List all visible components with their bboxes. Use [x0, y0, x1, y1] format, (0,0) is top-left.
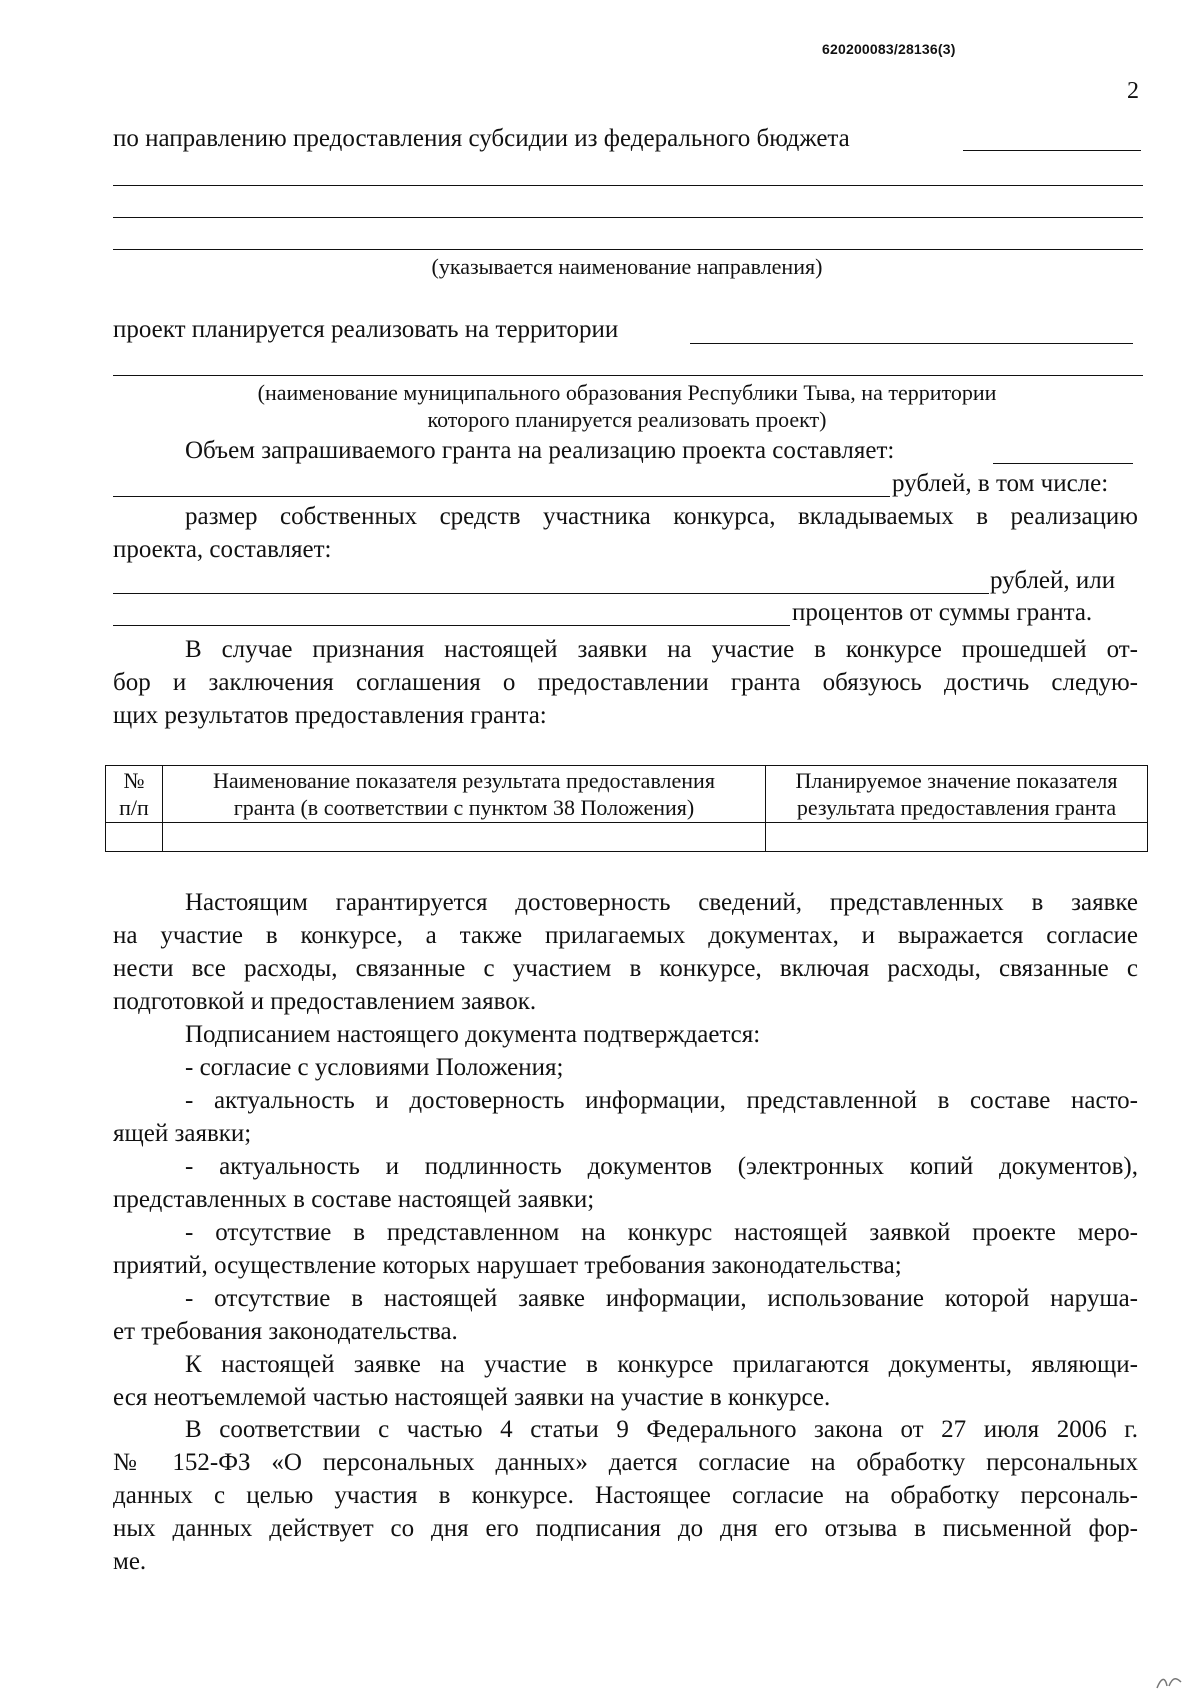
- table-cell: [106, 823, 163, 852]
- table-header-number: № п/п: [106, 766, 163, 823]
- table-cell: [766, 823, 1148, 852]
- consent-line-1: В соответствии с частью 4 статьи 9 Федерального закона от 27 июля 2006 г.: [185, 1416, 1138, 1443]
- consent-line-4: ных данных действует со дня его подписания до дня его отзыва в письменной фор-: [113, 1515, 1138, 1542]
- consent-line-3: данных с целью участия в конкурсе. Настоящее согласие на обработку персональ-: [113, 1482, 1138, 1509]
- confirm-item-5-line-2: ет требования законодательства.: [113, 1318, 458, 1345]
- attachments-line-1: К настоящей заявке на участие в конкурсе прилагаются документы, являющи-: [185, 1351, 1138, 1378]
- grant-volume-text: Объем запрашиваемого гранта на реализацию проекта составляет:: [185, 437, 895, 464]
- direction-blank-line-4: [113, 249, 1143, 250]
- results-intro-line-1: В случае признания настоящей заявки на участие в конкурсе прошедшей от-: [185, 636, 1138, 663]
- territory-caption-2: которого планируется реализовать проект): [427, 407, 827, 432]
- table-cell: [163, 823, 766, 852]
- own-funds-line-1: размер собственных средств участника конкурса, вкладываемых в реализацию: [185, 503, 1138, 530]
- table-row: [106, 823, 1148, 852]
- guarantee-line-1: Настоящим гарантируется достоверность сведений, представленных в заявке: [185, 889, 1138, 916]
- results-intro-line-3: щих результатов предоставления гранта:: [113, 702, 547, 729]
- handwritten-mark: [1155, 1672, 1185, 1697]
- direction-text: по направлению предоставления субсидии из федерального бюджета: [113, 125, 850, 152]
- confirm-item-4-line-2: приятий, осуществление которых нарушает требования законодательства;: [113, 1252, 902, 1279]
- own-funds-percent: процентов от суммы гранта.: [792, 599, 1093, 626]
- results-table: [105, 765, 1148, 852]
- confirm-item-3-line-2: представленных в составе настоящей заявки;: [113, 1186, 595, 1213]
- direction-blank-line: [963, 150, 1141, 151]
- own-funds-rubles-or: рублей, или: [990, 567, 1116, 594]
- grant-rubles-blank: [113, 496, 890, 497]
- confirm-intro: Подписанием настоящего документа подтверждается:: [185, 1021, 761, 1048]
- consent-line-2: № 152-ФЗ «О персональных данных» дается согласие на обработку персональных: [113, 1449, 1138, 1476]
- table-header-row: [106, 766, 1148, 823]
- territory-caption-1: (наименование муниципального образования Республики Тыва, на территории: [257, 380, 997, 405]
- own-funds-line-2: проекта, составляет:: [113, 536, 332, 563]
- guarantee-line-2: на участие в конкурсе, а также прилагаемых документах, и выражается согласие: [113, 922, 1138, 949]
- direction-caption: (указывается наименование направления): [431, 254, 823, 279]
- confirm-item-2-line-2: ящей заявки;: [113, 1120, 252, 1147]
- grant-volume-blank: [993, 463, 1133, 464]
- attachments-line-2: еся неотъемлемой частью настоящей заявки на участие в конкурсе.: [113, 1384, 831, 1411]
- results-intro-line-2: бор и заключения соглашения о предоставлении гранта обязуюсь достичь следую-: [113, 669, 1138, 696]
- confirm-item-2-line-1: - актуальность и достоверность информации, представленной в составе насто-: [185, 1087, 1138, 1114]
- territory-text: проект планируется реализовать на территории: [113, 316, 619, 343]
- territory-blank-line-2: [113, 375, 1143, 376]
- grant-rubles-incl: рублей, в том числе:: [892, 470, 1109, 497]
- consent-line-5: ме.: [113, 1548, 147, 1575]
- confirm-item-3-line-1: - актуальность и подлинность документов (электронных копий документов),: [185, 1153, 1138, 1180]
- page-number: 2: [1127, 78, 1139, 104]
- document-id: 620200083/28136(3): [822, 41, 956, 57]
- confirm-item-4-line-1: - отсутствие в представленном на конкурс настоящей заявкой проекте меро-: [185, 1219, 1138, 1246]
- guarantee-line-4: подготовкой и предоставлением заявок.: [113, 988, 537, 1015]
- direction-blank-line-2: [113, 185, 1143, 186]
- own-funds-rubles-blank: [113, 593, 989, 594]
- direction-blank-line-3: [113, 217, 1143, 218]
- guarantee-line-3: нести все расходы, связанные с участием в конкурсе, включая расходы, связанные с: [113, 955, 1138, 982]
- own-funds-percent-blank: [113, 625, 790, 626]
- territory-blank-line: [690, 343, 1133, 344]
- table-header-planned-value: Планируемое значение показателя результата предоставления гранта: [766, 766, 1148, 823]
- confirm-item-5-line-1: - отсутствие в настоящей заявке информации, использование которой наруша-: [185, 1285, 1138, 1312]
- table-header-indicator: Наименование показателя результата предоставления гранта (в соответствии с пунктом 38 Положения): [163, 766, 766, 823]
- confirm-item-1: - согласие с условиями Положения;: [185, 1054, 564, 1081]
